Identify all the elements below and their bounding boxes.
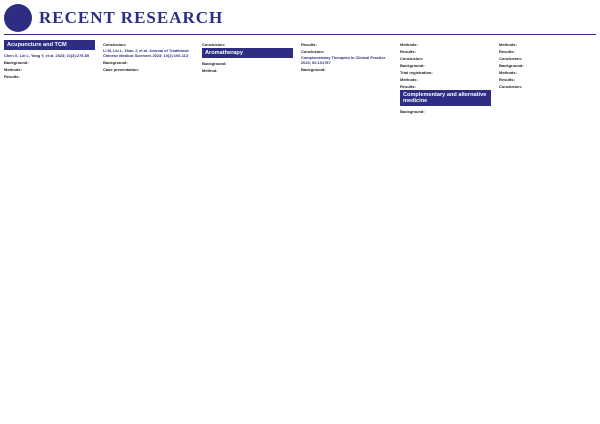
reference-2-end [202, 42, 293, 47]
reference-subheading: Background: [499, 63, 524, 68]
reference-subheading: Background: [400, 63, 425, 68]
reference-3 [202, 61, 293, 73]
page-title: RECENT RESEARCH [39, 8, 224, 27]
reference-4-end [400, 42, 491, 61]
reference-subheading: Method: [202, 68, 218, 73]
reference-subheading: Results: [499, 49, 515, 54]
reference-citation: Chen X, Lin L, Yang Y, et al. 2023; 21(3):275-85 [4, 53, 90, 58]
page-header [4, 4, 223, 32]
reference-subheading: Conclusion: [103, 42, 127, 47]
reference-6 [400, 109, 491, 114]
reference-subheading: Methods: [400, 77, 418, 82]
reference-7 [499, 63, 596, 89]
reference-citation: Li M, Liu L, Zhao J, et al. Journal of Traditional Chinese Medical Sciences 2023; 10(1):100-113 [103, 48, 189, 59]
reference-subheading: Conclusion: [400, 56, 424, 61]
reference-subheading: Background: [103, 60, 128, 66]
column-6 [499, 40, 596, 404]
reference-citation: Complementary Therapies in Clinical Practice 2023; 52:101787 [301, 55, 386, 66]
reference-subheading: Results: [301, 42, 317, 47]
reference-subheading: Background: [4, 60, 29, 66]
reference-subheading: Conclusion: [202, 42, 226, 47]
reference-subheading: Methods: [400, 42, 418, 47]
reference-3-end [301, 42, 392, 54]
column-2 [103, 40, 194, 404]
reference-subheading: Conclusion: [499, 56, 523, 61]
reference-subheading: Conclusion: [301, 49, 325, 54]
column-1 [4, 40, 95, 404]
reference-6-end [499, 42, 596, 61]
header-rule [4, 34, 596, 35]
column-5 [400, 40, 491, 404]
reference-subheading: Background: [400, 109, 425, 114]
reference-subheading: Case presentation: [103, 67, 140, 73]
reference-subheading: Trial registration: [400, 70, 433, 75]
column-4 [301, 40, 392, 404]
section-bar-aromatherapy: Aromatherapy [202, 48, 293, 58]
section-bar-cam: Complementary and alternative medicine [400, 90, 491, 106]
reference-4 [301, 55, 392, 72]
section-bar-acupuncture: Acupuncture and TCM [4, 40, 95, 50]
reference-subheading: Results: [499, 77, 515, 82]
reference-subheading: Methods: [499, 70, 517, 75]
reference-subheading: Conclusion: [499, 84, 523, 89]
reference-subheading: Results: [400, 84, 416, 89]
reference-subheading: Background: [202, 61, 227, 66]
reference-2 [103, 48, 194, 72]
reference-subheading: Methods: [4, 67, 22, 73]
reference-1 [4, 53, 95, 79]
reference-subheading: Results: [4, 74, 20, 80]
reference-1-end [103, 42, 194, 47]
reference-subheading: Background: [301, 67, 326, 73]
journal-logo [4, 4, 32, 32]
reference-5 [400, 63, 491, 89]
reference-subheading: Results: [400, 49, 416, 54]
column-3 [202, 40, 293, 404]
reference-subheading: Methods: [499, 42, 517, 47]
